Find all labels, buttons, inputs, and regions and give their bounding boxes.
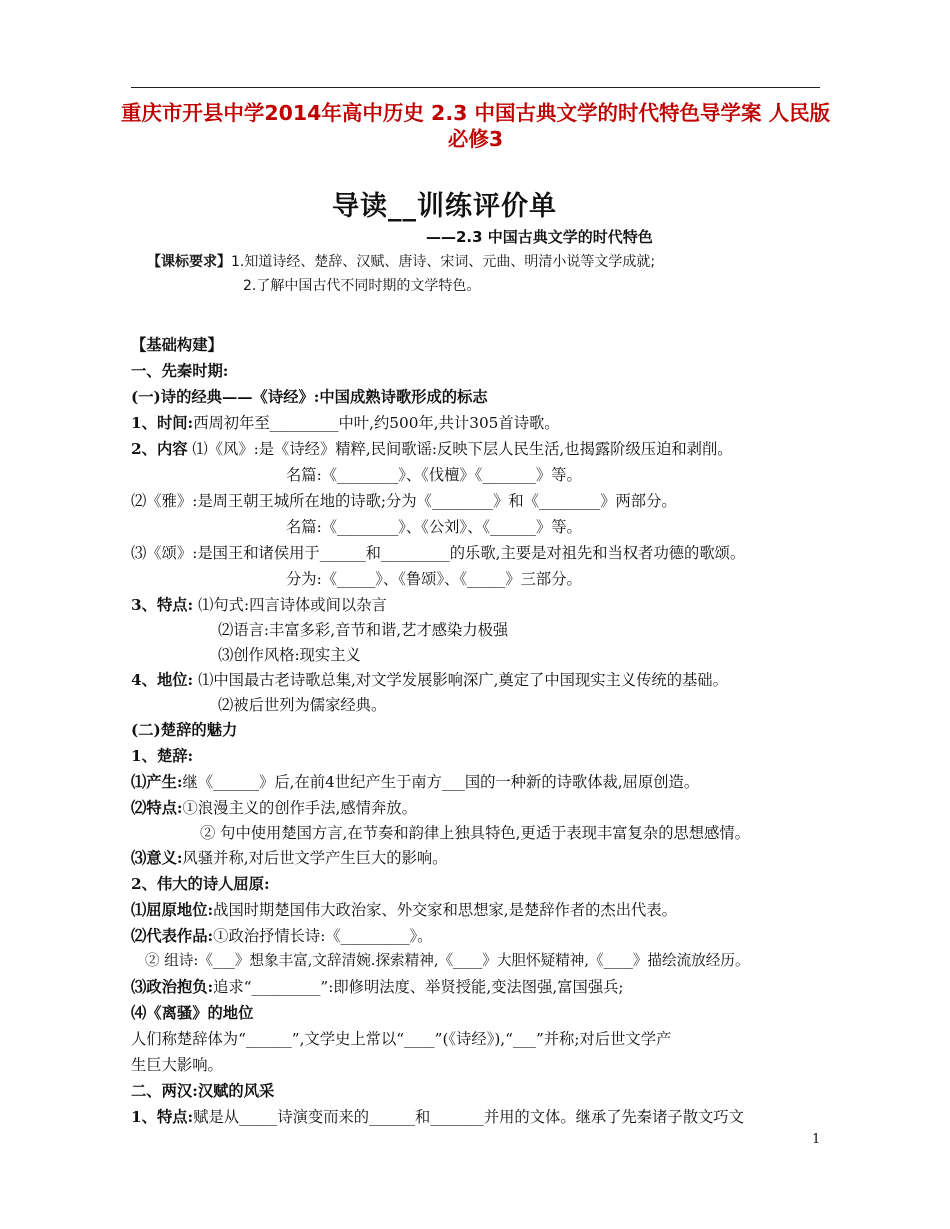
text-line: ⑴屈原地位:战国时期楚国伟大政治家、外交家和思想家,是楚辞作者的杰出代表。	[131, 901, 677, 919]
text-line: 生巨大影响。	[131, 1056, 223, 1074]
guide-heading: 导读__训练评价单	[332, 191, 557, 222]
text-line: ⑵代表作品:①政治抒情长诗:《_________》。	[131, 927, 433, 945]
guide-subtitle: ——2.3 中国古典文学的时代特色	[426, 228, 653, 246]
text-line: ② 句中使用楚国方言,在节奏和韵律上独具特色,更适于表现丰富复杂的思想感情。	[200, 824, 750, 842]
text-line: 人们称楚辞体为“______”,文学史上常以“____”(《诗经》),“___”并称;对后世文学产	[131, 1030, 672, 1048]
text-line: 名篇:《________》、《伐檀》《_______》等。	[286, 466, 582, 484]
text-line: ⑵语言:丰富多彩,音节和谐,艺才感染力极强	[218, 621, 509, 639]
text-line: ② 组诗:《___》想象丰富,文辞清婉.探索精神,《____》大胆怀疑精神,《____》描绘流放经历。	[145, 952, 750, 969]
text-line: ⑶意义:风骚并称,对后世文学产生巨大的影响。	[131, 849, 448, 867]
subsection-shijing: (一)诗的经典——《诗经》:中国成熟诗歌形成的标志	[131, 388, 488, 406]
text-line: 4、地位: ⑴中国最古老诗歌总集,对文学发展影响深广,奠定了中国现实主义传统的基础。	[131, 671, 728, 689]
section-label-foundation: 【基础构建】	[131, 336, 223, 354]
text-line: 2、伟大的诗人屈原:	[131, 875, 270, 893]
text-line: ⑶政治抱负:追求“_________”:即修明法度、举贤授能,变法图强,富国强兵;	[131, 978, 624, 996]
text-line: ⑵特点:①浪漫主义的创作手法,感情奔放。	[131, 799, 417, 817]
text-line: 3、特点: ⑴句式:四言诗体或间以杂言	[131, 596, 387, 614]
curriculum-requirements	[147, 251, 655, 271]
text-line: ⑵被后世列为儒家经典。	[218, 696, 387, 714]
header-rule	[131, 87, 820, 88]
text-line: 2、内容 ⑴《风》:是《诗经》精粹,民间歌谣:反映下层人民生活,也揭露阶级压迫和剥削。	[131, 440, 733, 458]
text-line: ⑴产生:继《______》后,在前4世纪产生于南方___国的一种新的诗歌体裁,屈原创造。	[131, 773, 700, 791]
text-line: 1、楚辞:	[131, 747, 194, 765]
section-pre-qin: 一、先秦时期:	[131, 362, 229, 380]
text-line: ⑶《颂》:是国王和诸侯用于______和_________的乐歌,主要是对祖先和当权者功德的歌颂。	[131, 544, 746, 562]
text-line: ⑶创作风格:现实主义	[218, 646, 361, 664]
requirement-label: 【课标要求】	[147, 254, 231, 270]
page-number: 1	[812, 1132, 821, 1147]
text-line: 名篇:《________》、《公刘》、《______》等。	[286, 518, 582, 536]
subsection-chuci: (二)楚辞的魅力	[131, 721, 238, 739]
text-line: 1、时间:西周初年至_________中叶,约500年,共计305首诗歌。	[131, 414, 560, 432]
document-title: 重庆市开县中学2014年高中历史 2.3 中国古典文学的时代特色导学案 人民版必修3	[120, 101, 831, 151]
section-han: 二、两汉:汉赋的风采	[131, 1082, 275, 1100]
text-line: 1、特点:赋是从_____诗演变而来的______和_______并用的文体。继承了先秦诸子散文巧文	[131, 1108, 744, 1126]
text-line: 分为:《_____》、《鲁颂》、《_____》三部分。	[286, 570, 582, 588]
requirement-item-1: 1.知道诗经、楚辞、汉赋、唐诗、宋词、元曲、明清小说等文学成就;	[231, 254, 656, 270]
requirement-item-2: 2.了解中国古代不同时期的文学特色。	[243, 278, 481, 294]
text-line: ⑵《雅》:是周王朝王城所在地的诗歌;分为《________》和《________》两部分。	[131, 492, 677, 510]
text-line: ⑷《离骚》的地位	[131, 1004, 254, 1022]
